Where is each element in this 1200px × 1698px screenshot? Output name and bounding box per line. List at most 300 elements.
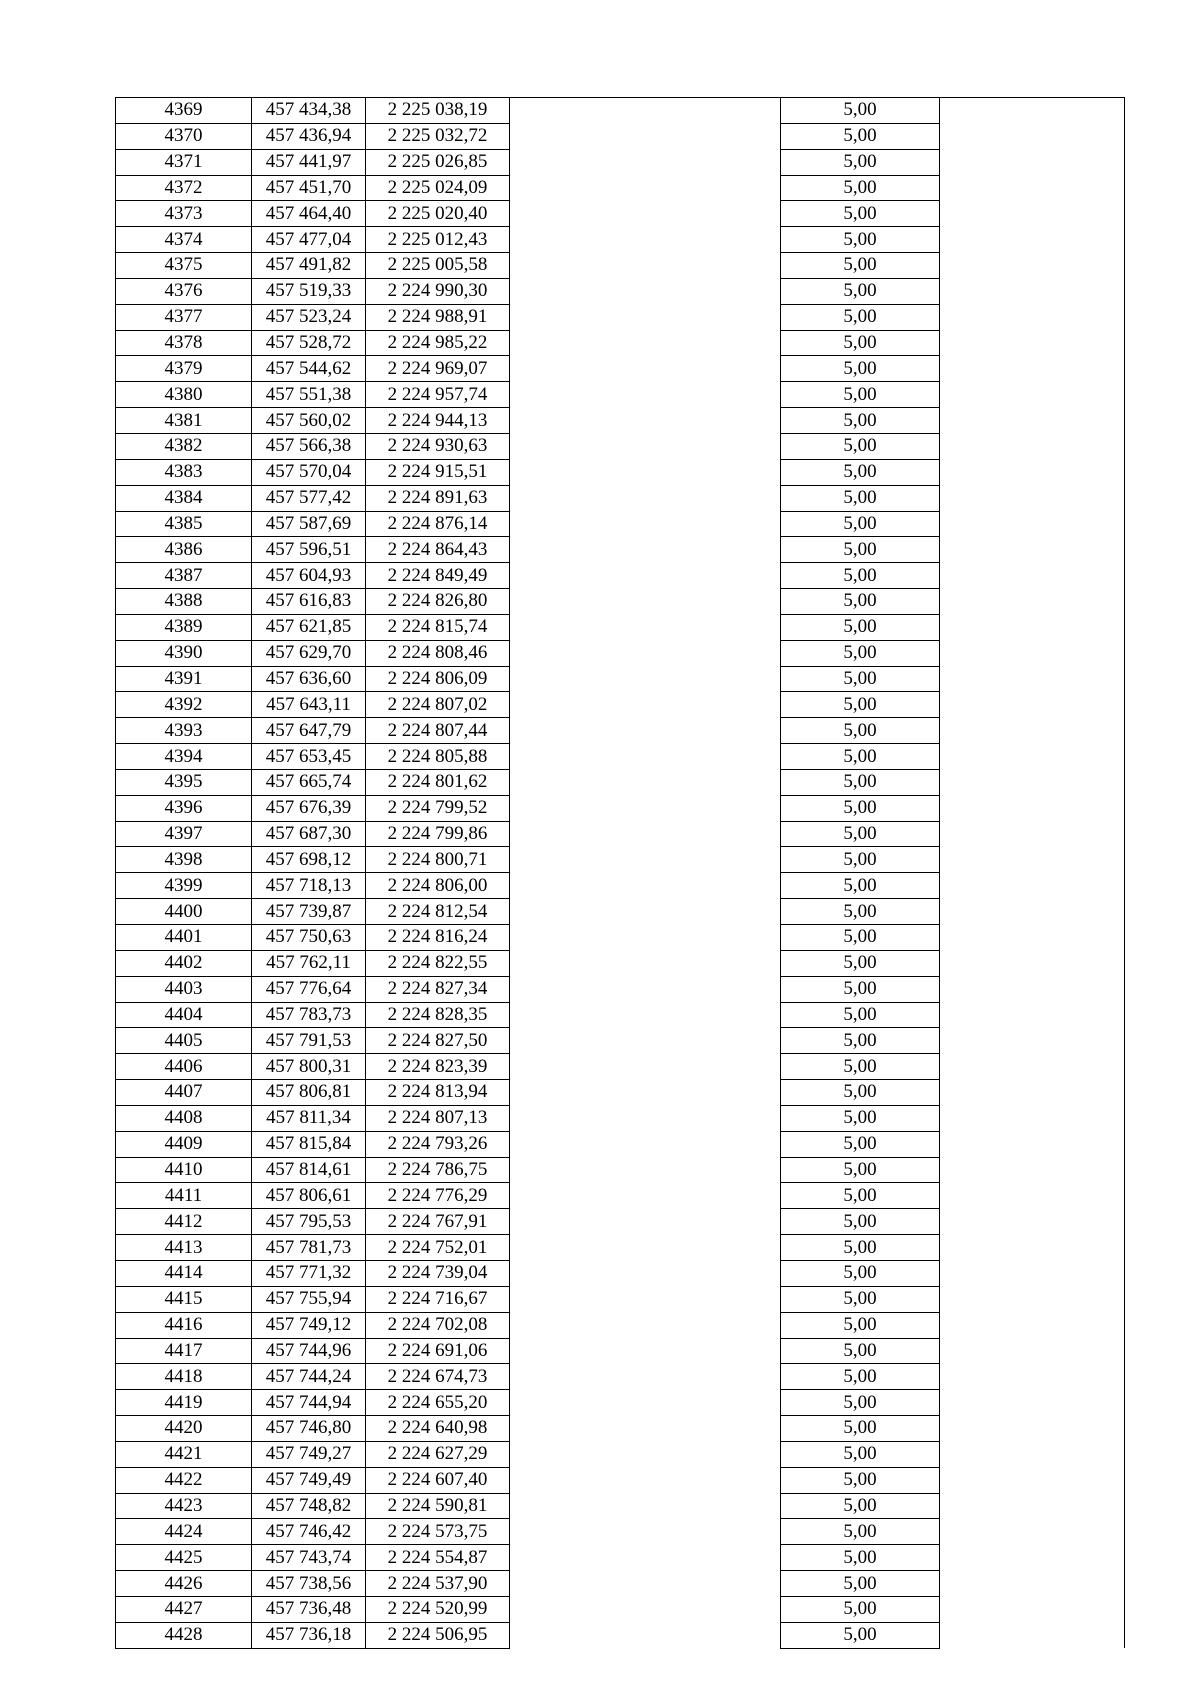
blank-cell (510, 1054, 781, 1080)
value-cell: 5,00 (781, 1571, 940, 1597)
x-coordinate-cell: 457 629,70 (252, 640, 366, 666)
point-number-cell: 4372 (116, 175, 252, 201)
x-coordinate-cell: 457 519,33 (252, 278, 366, 304)
table-row (116, 1571, 1125, 1597)
x-coordinate-cell: 457 736,48 (252, 1596, 366, 1622)
y-coordinate-cell: 2 224 816,24 (366, 925, 510, 951)
blank-cell (510, 459, 781, 485)
blank-cell (510, 1493, 781, 1519)
point-number-cell: 4379 (116, 356, 252, 382)
y-coordinate-cell: 2 225 024,09 (366, 175, 510, 201)
value-cell: 5,00 (781, 821, 940, 847)
y-coordinate-cell: 2 225 012,43 (366, 227, 510, 253)
table-row (116, 1080, 1125, 1106)
blank-cell (510, 899, 781, 925)
table-row (116, 1467, 1125, 1493)
value-cell: 5,00 (781, 1028, 940, 1054)
blank-cell (510, 614, 781, 640)
y-coordinate-cell: 2 224 930,63 (366, 433, 510, 459)
table-row (116, 123, 1125, 149)
blank-cell (940, 1416, 1125, 1442)
y-coordinate-cell: 2 224 786,75 (366, 1157, 510, 1183)
table-row (116, 1183, 1125, 1209)
blank-cell (940, 1105, 1125, 1131)
blank-cell (510, 98, 781, 124)
y-coordinate-cell: 2 224 827,50 (366, 1028, 510, 1054)
point-number-cell: 4404 (116, 1002, 252, 1028)
blank-cell (510, 1105, 781, 1131)
blank-cell (510, 847, 781, 873)
x-coordinate-cell: 457 806,61 (252, 1183, 366, 1209)
blank-cell (940, 1467, 1125, 1493)
y-coordinate-cell: 2 224 655,20 (366, 1390, 510, 1416)
blank-cell (510, 950, 781, 976)
value-cell: 5,00 (781, 769, 940, 795)
x-coordinate-cell: 457 783,73 (252, 1002, 366, 1028)
blank-cell (510, 227, 781, 253)
table-row (116, 1105, 1125, 1131)
x-coordinate-cell: 457 776,64 (252, 976, 366, 1002)
point-number-cell: 4408 (116, 1105, 252, 1131)
point-number-cell: 4397 (116, 821, 252, 847)
point-number-cell: 4420 (116, 1416, 252, 1442)
y-coordinate-cell: 2 224 776,29 (366, 1183, 510, 1209)
y-coordinate-cell: 2 225 005,58 (366, 253, 510, 279)
blank-cell (940, 1002, 1125, 1028)
blank-cell (510, 976, 781, 1002)
value-cell: 5,00 (781, 175, 940, 201)
blank-cell (510, 149, 781, 175)
x-coordinate-cell: 457 621,85 (252, 614, 366, 640)
blank-cell (940, 692, 1125, 718)
table-row (116, 1028, 1125, 1054)
table-row (116, 744, 1125, 770)
y-coordinate-cell: 2 224 739,04 (366, 1260, 510, 1286)
blank-cell (510, 1286, 781, 1312)
blank-cell (940, 1131, 1125, 1157)
table-row (116, 537, 1125, 563)
point-number-cell: 4394 (116, 744, 252, 770)
table-row (116, 201, 1125, 227)
y-coordinate-cell: 2 224 807,13 (366, 1105, 510, 1131)
point-number-cell: 4426 (116, 1571, 252, 1597)
value-cell: 5,00 (781, 1467, 940, 1493)
x-coordinate-cell: 457 523,24 (252, 304, 366, 330)
y-coordinate-cell: 2 224 801,62 (366, 769, 510, 795)
x-coordinate-cell: 457 795,53 (252, 1209, 366, 1235)
point-number-cell: 4384 (116, 485, 252, 511)
blank-cell (940, 98, 1125, 124)
value-cell: 5,00 (781, 899, 940, 925)
blank-cell (940, 459, 1125, 485)
blank-cell (510, 873, 781, 899)
blank-cell (940, 408, 1125, 434)
blank-cell (510, 408, 781, 434)
value-cell: 5,00 (781, 795, 940, 821)
blank-cell (940, 123, 1125, 149)
point-number-cell: 4412 (116, 1209, 252, 1235)
blank-cell (510, 744, 781, 770)
value-cell: 5,00 (781, 304, 940, 330)
table-row (116, 1312, 1125, 1338)
y-coordinate-cell: 2 224 915,51 (366, 459, 510, 485)
value-cell: 5,00 (781, 1338, 940, 1364)
point-number-cell: 4392 (116, 692, 252, 718)
value-cell: 5,00 (781, 1183, 940, 1209)
value-cell: 5,00 (781, 666, 940, 692)
blank-cell (510, 1080, 781, 1106)
value-cell: 5,00 (781, 1493, 940, 1519)
blank-cell (940, 1209, 1125, 1235)
value-cell: 5,00 (781, 1596, 940, 1622)
blank-cell (510, 1364, 781, 1390)
blank-cell (510, 201, 781, 227)
blank-cell (510, 563, 781, 589)
y-coordinate-cell: 2 224 891,63 (366, 485, 510, 511)
table-row (116, 950, 1125, 976)
table-row (116, 1235, 1125, 1261)
point-number-cell: 4378 (116, 330, 252, 356)
blank-cell (510, 433, 781, 459)
y-coordinate-cell: 2 224 944,13 (366, 408, 510, 434)
blank-cell (940, 718, 1125, 744)
blank-cell (940, 537, 1125, 563)
blank-cell (940, 1364, 1125, 1390)
point-number-cell: 4389 (116, 614, 252, 640)
value-cell: 5,00 (781, 511, 940, 537)
y-coordinate-cell: 2 225 032,72 (366, 123, 510, 149)
blank-cell (510, 666, 781, 692)
y-coordinate-cell: 2 224 808,46 (366, 640, 510, 666)
blank-cell (510, 718, 781, 744)
value-cell: 5,00 (781, 1286, 940, 1312)
value-cell: 5,00 (781, 1519, 940, 1545)
blank-cell (940, 511, 1125, 537)
blank-cell (510, 1002, 781, 1028)
blank-cell (510, 1183, 781, 1209)
table-row (116, 666, 1125, 692)
y-coordinate-cell: 2 224 506,95 (366, 1622, 510, 1648)
value-cell: 5,00 (781, 408, 940, 434)
x-coordinate-cell: 457 698,12 (252, 847, 366, 873)
y-coordinate-cell: 2 225 020,40 (366, 201, 510, 227)
blank-cell (510, 1467, 781, 1493)
table-row (116, 1157, 1125, 1183)
table-row (116, 511, 1125, 537)
point-number-cell: 4406 (116, 1054, 252, 1080)
point-number-cell: 4414 (116, 1260, 252, 1286)
table-row (116, 485, 1125, 511)
x-coordinate-cell: 457 560,02 (252, 408, 366, 434)
blank-cell (510, 175, 781, 201)
point-number-cell: 4373 (116, 201, 252, 227)
y-coordinate-cell: 2 224 691,06 (366, 1338, 510, 1364)
value-cell: 5,00 (781, 847, 940, 873)
coordinates-table-body (116, 98, 1125, 1649)
blank-cell (940, 1596, 1125, 1622)
x-coordinate-cell: 457 434,38 (252, 98, 366, 124)
y-coordinate-cell: 2 224 990,30 (366, 278, 510, 304)
y-coordinate-cell: 2 224 823,39 (366, 1054, 510, 1080)
blank-cell (510, 1622, 781, 1648)
y-coordinate-cell: 2 224 752,01 (366, 1235, 510, 1261)
blank-cell (940, 899, 1125, 925)
x-coordinate-cell: 457 577,42 (252, 485, 366, 511)
point-number-cell: 4375 (116, 253, 252, 279)
x-coordinate-cell: 457 665,74 (252, 769, 366, 795)
blank-cell (940, 640, 1125, 666)
value-cell: 5,00 (781, 201, 940, 227)
value-cell: 5,00 (781, 253, 940, 279)
blank-cell (510, 821, 781, 847)
table-row (116, 356, 1125, 382)
blank-cell (510, 253, 781, 279)
point-number-cell: 4371 (116, 149, 252, 175)
x-coordinate-cell: 457 464,40 (252, 201, 366, 227)
y-coordinate-cell: 2 224 799,86 (366, 821, 510, 847)
blank-cell (940, 253, 1125, 279)
x-coordinate-cell: 457 643,11 (252, 692, 366, 718)
value-cell: 5,00 (781, 1312, 940, 1338)
point-number-cell: 4424 (116, 1519, 252, 1545)
blank-cell (510, 589, 781, 615)
y-coordinate-cell: 2 224 822,55 (366, 950, 510, 976)
point-number-cell: 4390 (116, 640, 252, 666)
table-row (116, 408, 1125, 434)
x-coordinate-cell: 457 791,53 (252, 1028, 366, 1054)
point-number-cell: 4383 (116, 459, 252, 485)
point-number-cell: 4386 (116, 537, 252, 563)
table-row (116, 1286, 1125, 1312)
point-number-cell: 4380 (116, 382, 252, 408)
point-number-cell: 4377 (116, 304, 252, 330)
point-number-cell: 4416 (116, 1312, 252, 1338)
point-number-cell: 4403 (116, 976, 252, 1002)
y-coordinate-cell: 2 224 988,91 (366, 304, 510, 330)
value-cell: 5,00 (781, 356, 940, 382)
point-number-cell: 4387 (116, 563, 252, 589)
blank-cell (510, 1390, 781, 1416)
y-coordinate-cell: 2 224 969,07 (366, 356, 510, 382)
blank-cell (940, 821, 1125, 847)
x-coordinate-cell: 457 749,12 (252, 1312, 366, 1338)
table-row (116, 253, 1125, 279)
point-number-cell: 4427 (116, 1596, 252, 1622)
y-coordinate-cell: 2 225 038,19 (366, 98, 510, 124)
y-coordinate-cell: 2 224 807,02 (366, 692, 510, 718)
blank-cell (510, 1209, 781, 1235)
table-row (116, 563, 1125, 589)
blank-cell (940, 950, 1125, 976)
table-row (116, 589, 1125, 615)
value-cell: 5,00 (781, 1545, 940, 1571)
table-row (116, 304, 1125, 330)
x-coordinate-cell: 457 718,13 (252, 873, 366, 899)
x-coordinate-cell: 457 806,81 (252, 1080, 366, 1106)
x-coordinate-cell: 457 746,42 (252, 1519, 366, 1545)
blank-cell (510, 795, 781, 821)
y-coordinate-cell: 2 224 590,81 (366, 1493, 510, 1519)
point-number-cell: 4421 (116, 1441, 252, 1467)
x-coordinate-cell: 457 636,60 (252, 666, 366, 692)
x-coordinate-cell: 457 491,82 (252, 253, 366, 279)
value-cell: 5,00 (781, 278, 940, 304)
blank-cell (510, 692, 781, 718)
blank-cell (940, 1157, 1125, 1183)
table-row (116, 1390, 1125, 1416)
blank-cell (940, 847, 1125, 873)
table-row (116, 1596, 1125, 1622)
point-number-cell: 4423 (116, 1493, 252, 1519)
point-number-cell: 4413 (116, 1235, 252, 1261)
y-coordinate-cell: 2 224 805,88 (366, 744, 510, 770)
y-coordinate-cell: 2 224 554,87 (366, 1545, 510, 1571)
blank-cell (940, 1183, 1125, 1209)
blank-cell (510, 537, 781, 563)
blank-cell (940, 1622, 1125, 1648)
x-coordinate-cell: 457 528,72 (252, 330, 366, 356)
table-row (116, 976, 1125, 1002)
point-number-cell: 4400 (116, 899, 252, 925)
blank-cell (940, 563, 1125, 589)
blank-cell (940, 1493, 1125, 1519)
y-coordinate-cell: 2 224 876,14 (366, 511, 510, 537)
blank-cell (510, 1235, 781, 1261)
blank-cell (940, 744, 1125, 770)
table-row (116, 382, 1125, 408)
y-coordinate-cell: 2 224 826,80 (366, 589, 510, 615)
table-row (116, 847, 1125, 873)
x-coordinate-cell: 457 616,83 (252, 589, 366, 615)
blank-cell (510, 382, 781, 408)
value-cell: 5,00 (781, 330, 940, 356)
point-number-cell: 4405 (116, 1028, 252, 1054)
table-row (116, 614, 1125, 640)
blank-cell (940, 589, 1125, 615)
y-coordinate-cell: 2 224 864,43 (366, 537, 510, 563)
point-number-cell: 4382 (116, 433, 252, 459)
blank-cell (510, 1028, 781, 1054)
x-coordinate-cell: 457 743,74 (252, 1545, 366, 1571)
x-coordinate-cell: 457 811,34 (252, 1105, 366, 1131)
table-row (116, 925, 1125, 951)
value-cell: 5,00 (781, 1105, 940, 1131)
x-coordinate-cell: 457 744,96 (252, 1338, 366, 1364)
value-cell: 5,00 (781, 537, 940, 563)
y-coordinate-cell: 2 224 716,67 (366, 1286, 510, 1312)
value-cell: 5,00 (781, 589, 940, 615)
table-row (116, 1054, 1125, 1080)
blank-cell (940, 925, 1125, 951)
blank-cell (940, 1390, 1125, 1416)
point-number-cell: 4369 (116, 98, 252, 124)
blank-cell (940, 201, 1125, 227)
table-row (116, 1131, 1125, 1157)
x-coordinate-cell: 457 653,45 (252, 744, 366, 770)
table-row (116, 769, 1125, 795)
x-coordinate-cell: 457 750,63 (252, 925, 366, 951)
x-coordinate-cell: 457 736,18 (252, 1622, 366, 1648)
blank-cell (510, 640, 781, 666)
blank-cell (510, 356, 781, 382)
blank-cell (510, 304, 781, 330)
x-coordinate-cell: 457 544,62 (252, 356, 366, 382)
blank-cell (510, 511, 781, 537)
value-cell: 5,00 (781, 98, 940, 124)
value-cell: 5,00 (781, 1157, 940, 1183)
y-coordinate-cell: 2 224 828,35 (366, 1002, 510, 1028)
table-row (116, 1622, 1125, 1648)
value-cell: 5,00 (781, 1209, 940, 1235)
blank-cell (940, 1028, 1125, 1054)
y-coordinate-cell: 2 224 799,52 (366, 795, 510, 821)
value-cell: 5,00 (781, 1054, 940, 1080)
blank-cell (510, 1441, 781, 1467)
point-number-cell: 4376 (116, 278, 252, 304)
value-cell: 5,00 (781, 1002, 940, 1028)
blank-cell (510, 1157, 781, 1183)
point-number-cell: 4381 (116, 408, 252, 434)
table-row (116, 795, 1125, 821)
point-number-cell: 4374 (116, 227, 252, 253)
table-row (116, 1260, 1125, 1286)
table-row (116, 1441, 1125, 1467)
blank-cell (510, 1571, 781, 1597)
value-cell: 5,00 (781, 1441, 940, 1467)
blank-cell (940, 149, 1125, 175)
value-cell: 5,00 (781, 640, 940, 666)
table-row (116, 459, 1125, 485)
blank-cell (940, 382, 1125, 408)
blank-cell (510, 1260, 781, 1286)
table-row (116, 821, 1125, 847)
y-coordinate-cell: 2 224 674,73 (366, 1364, 510, 1390)
blank-cell (510, 1131, 781, 1157)
x-coordinate-cell: 457 676,39 (252, 795, 366, 821)
blank-cell (940, 1312, 1125, 1338)
table-row (116, 1519, 1125, 1545)
blank-cell (940, 485, 1125, 511)
x-coordinate-cell: 457 647,79 (252, 718, 366, 744)
blank-cell (510, 1545, 781, 1571)
blank-cell (510, 1596, 781, 1622)
point-number-cell: 4388 (116, 589, 252, 615)
y-coordinate-cell: 2 224 815,74 (366, 614, 510, 640)
x-coordinate-cell: 457 744,94 (252, 1390, 366, 1416)
point-number-cell: 4411 (116, 1183, 252, 1209)
y-coordinate-cell: 2 224 640,98 (366, 1416, 510, 1442)
value-cell: 5,00 (781, 718, 940, 744)
blank-cell (940, 1338, 1125, 1364)
blank-cell (940, 1235, 1125, 1261)
x-coordinate-cell: 457 738,56 (252, 1571, 366, 1597)
value-cell: 5,00 (781, 459, 940, 485)
value-cell: 5,00 (781, 485, 940, 511)
value-cell: 5,00 (781, 1622, 940, 1648)
y-coordinate-cell: 2 224 627,29 (366, 1441, 510, 1467)
table-row (116, 692, 1125, 718)
y-coordinate-cell: 2 224 520,99 (366, 1596, 510, 1622)
value-cell: 5,00 (781, 1260, 940, 1286)
y-coordinate-cell: 2 224 607,40 (366, 1467, 510, 1493)
blank-cell (510, 769, 781, 795)
blank-cell (940, 614, 1125, 640)
x-coordinate-cell: 457 781,73 (252, 1235, 366, 1261)
x-coordinate-cell: 457 687,30 (252, 821, 366, 847)
value-cell: 5,00 (781, 433, 940, 459)
blank-cell (510, 1338, 781, 1364)
point-number-cell: 4419 (116, 1390, 252, 1416)
